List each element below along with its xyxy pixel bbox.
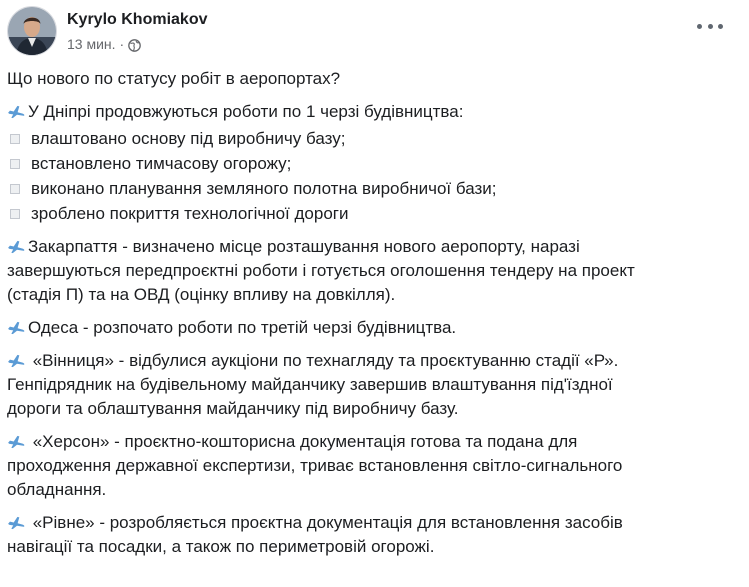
paragraph-line — [7, 316, 727, 340]
zakarpattia-paragraph — [7, 235, 727, 307]
odesa-paragraph — [7, 316, 727, 340]
dnipro-section — [7, 100, 727, 226]
dnipro-list — [7, 127, 727, 226]
avatar-photo — [8, 7, 56, 55]
paragraph-line: проходження державної експертизи, триває встановлення світло-сигнального — [7, 456, 623, 475]
list-item-text: влаштовано основу під виробничу базу; — [31, 129, 346, 148]
airplane-icon — [7, 318, 26, 333]
airplane-icon — [7, 432, 26, 447]
paragraph-line: навігації та посадки, а також по периметровій огорожі. — [7, 537, 435, 556]
paragraph-line: Генпідрядник на будівельному майданчику завершив влаштування під'їздної — [7, 375, 613, 394]
airplane-icon — [7, 513, 26, 528]
paragraph-line: дороги та облаштування майданчику під виробничу базу. — [7, 399, 459, 418]
list-item-text: встановлено тимчасову огорожу; — [31, 154, 292, 173]
airplane-icon — [7, 237, 26, 252]
list-item — [7, 177, 727, 201]
post-header — [7, 0, 727, 62]
author-name[interactable]: Kyrylo Khomiakov — [67, 11, 208, 28]
bullet-square-icon — [10, 159, 20, 169]
paragraph-line: завершуються передпроєктні роботи і готується оголошення тендеру на проект — [7, 261, 635, 280]
bullet-square-icon — [10, 134, 20, 144]
paragraph-line — [7, 235, 727, 259]
list-item — [7, 152, 727, 176]
airplane-icon — [7, 351, 26, 366]
globe-icon[interactable] — [128, 38, 141, 51]
paragraph-text: «Рівне» - розробляється проєктна документація для встановлення засобів — [28, 513, 623, 532]
paragraph-text: Одеса - розпочато роботи по третій черзі будівництва. — [28, 318, 457, 337]
list-item-text: виконано планування земляного полотна виробничої бази; — [31, 179, 497, 198]
dnipro-heading-text: У Дніпрі продовжуються роботи по 1 черзі будівництва: — [28, 102, 464, 121]
post-meta — [67, 6, 207, 53]
kherson-paragraph — [7, 430, 727, 502]
paragraph-line — [7, 511, 727, 535]
rivne-paragraph — [7, 511, 727, 559]
vinnytsia-paragraph — [7, 349, 727, 421]
paragraph-line — [7, 430, 727, 454]
bullet-square-icon — [10, 209, 20, 219]
avatar[interactable] — [7, 6, 57, 56]
list-item — [7, 202, 727, 226]
paragraph-text: «Вінниця» - відбулися аукціони по технагляду та проєктуванню стадії «Р». — [28, 351, 619, 370]
paragraph-text: Закарпаття - визначено місце розташування нового аеропорту, наразі — [28, 237, 580, 256]
list-item-text: зроблено покриття технологічної дороги — [31, 204, 349, 223]
post-subline — [67, 35, 207, 53]
post-text — [7, 67, 727, 559]
bullet-square-icon — [10, 184, 20, 194]
paragraph-text: «Херсон» - проєктно-кошторисна документація готова та подана для — [28, 432, 578, 451]
paragraph-line — [7, 349, 727, 373]
airplane-icon — [7, 102, 26, 117]
dnipro-heading — [7, 100, 727, 124]
more-dots-icon[interactable] — [697, 16, 723, 36]
post-intro: Що нового по статусу робіт в аеропортах? — [7, 69, 341, 88]
paragraph-line: обладнання. — [7, 480, 107, 499]
separator-dot: · — [119, 36, 125, 52]
list-item — [7, 127, 727, 151]
post-time[interactable]: 13 мин. — [67, 36, 116, 52]
paragraph-line: (стадія П) та на ОВД (оцінку впливу на довкілля). — [7, 285, 396, 304]
